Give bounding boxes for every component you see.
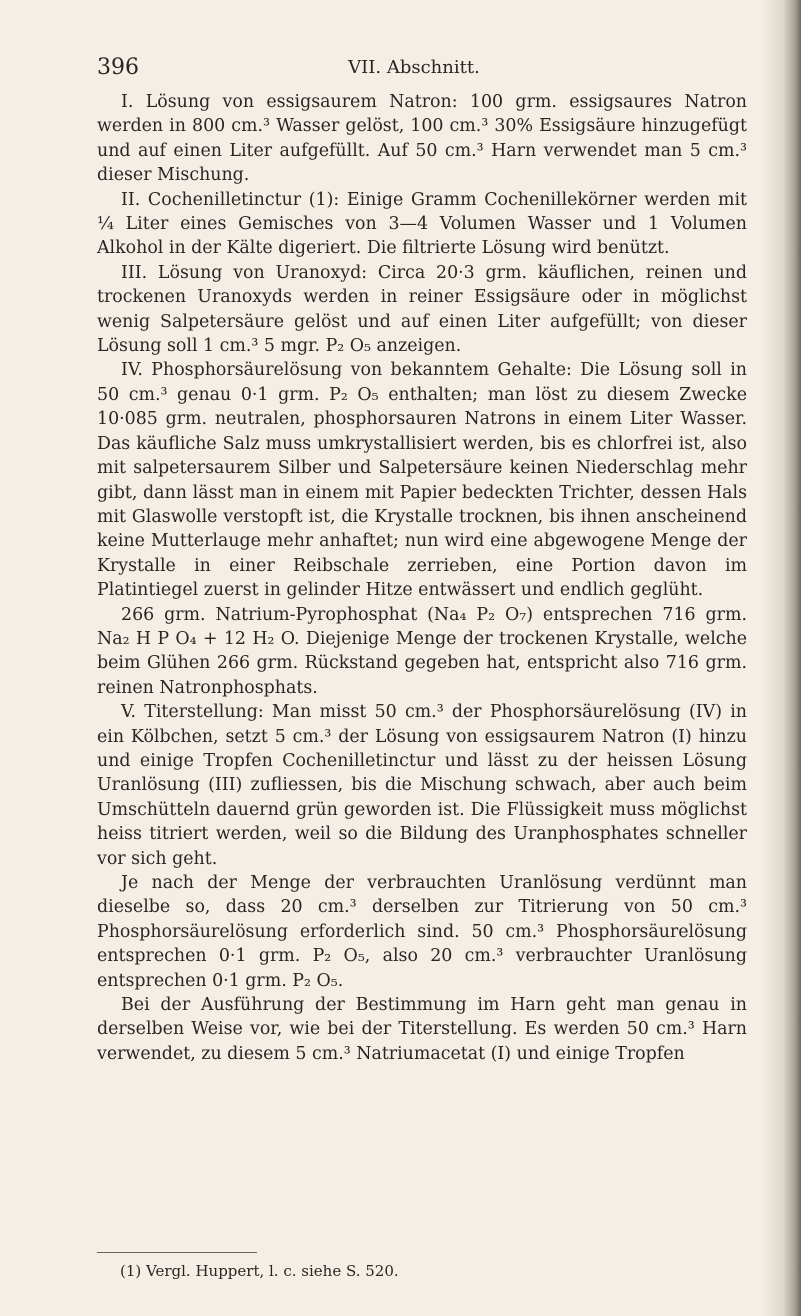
page-number: 396	[97, 55, 139, 80]
page-header	[97, 55, 731, 85]
paragraph-titer-setting: V. Titerstellung: Man misst 50 cm.³ der Phosphorsäurelösung (IV) in ein Kölbchen, setzt 5 cm.³ der Lösung von essigsaurem Natron (I) hinzu und einige Tropfen Cochenilletinctur und lässt zu der heissen Lösung Uranlösung (III) zufliessen, bis die Mischung schwach, aber auch beim Umschütteln dauernd grün geworden ist. Die Flüssigkeit muss möglichst heiss titriert werden, weil so die Bildung des Uranphosphates schneller vor sich geht.	[97, 702, 747, 869]
paragraph-urine-determination: Bei der Ausführung der Bestimmung im Harn geht man genau in derselben Weise vor, wie bei der Titerstellung. Es werden 50 cm.³ Harn verwendet, zu diesem 5 cm.³ Natriumacetat (I) und einige Tropfen	[97, 995, 747, 1064]
page-edge-shadow	[761, 0, 801, 1316]
paragraph-solution-1: I. Lösung von essigsaurem Natron: 100 grm. essigsaures Natron werden in 800 cm.³ Wasser gelöst, 100 cm.³ 30% Essigsäure hinzugefügt und auf einen Liter aufgefüllt. Auf 50 cm.³ Harn verwendet man 5 cm.³ dieser Mischung.	[97, 92, 747, 186]
body-text	[97, 90, 747, 1066]
footnote-divider	[97, 1252, 257, 1253]
running-title: VII. Abschnitt.	[348, 57, 480, 78]
paragraph-cochineal-tincture: II. Cochenilletinctur (1): Einige Gramm Cochenillekörner werden mit ¼ Liter eines Gemisches von 3—4 Volumen Wasser und 1 Volumen Alkohol in der Kälte digeriert. Die filtrierte Lösung wird benützt.	[97, 189, 747, 259]
footnote: (1) Vergl. Huppert, l. c. siehe S. 520.	[120, 1262, 399, 1280]
paragraph-dilution: Je nach der Menge der verbrauchten Uranlösung verdünnt man dieselbe so, dass 20 cm.³ derselben zur Titrierung von 50 cm.³ Phosphorsäurelösung erforderlich sind. 50 cm.³ Phosphorsäurelösung entsprechen 0·1 grm. P₂ O₅, also 20 cm.³ verbrauchter Uranlösung entsprechen 0·1 grm. P₂ O₅.	[97, 873, 747, 991]
paragraph-pyrophosphate: 266 grm. Natrium-Pyrophosphat (Na₄ P₂ O₇) entsprechen 716 grm. Na₂ H P O₄ + 12 H₂ O. Diejenige Menge der trockenen Krystalle, welche beim Glühen 266 grm. Rückstand gegeben hat, entspricht also 716 grm. reinen Natronphosphats.	[97, 604, 747, 698]
paragraph-phosphoric-acid-solution: IV. Phosphorsäurelösung von bekanntem Gehalte: Die Lösung soll in 50 cm.³ genau 0·1 grm. P₂ O₅ enthalten; man löst zu diesem Zwecke 10·085 grm. neutralen, phosphorsauren Natrons in einem Liter Wasser. Das käufliche Salz muss umkrystallisiert werden, bis es chlorfrei ist, also mit salpetersaurem Silber und Salpetersäure keinen Niederschlag mehr gibt, dann lässt man in einem mit Papier bedeckten Trichter, dessen Hals mit Glaswolle verstopft ist, die Krystalle trocknen, bis ihnen anscheinend keine Mutterlauge mehr anhaftet; nun wird eine abgewogene Menge der Krystalle in einer Reibschale zerrieben, eine Portion davon im Platintiegel zuerst in gelinder Hitze entwässert und endlich geglüht.	[97, 360, 747, 601]
paragraph-uranium-oxide-solution: III. Lösung von Uranoxyd: Circa 20·3 grm. käuflichen, reinen und trockenen Uranoxyds werden in reiner Essigsäure oder in möglichst wenig Salpetersäure gelöst und auf einen Liter aufgefüllt; von dieser Lösung soll 1 cm.³ 5 mgr. P₂ O₅ anzeigen.	[97, 262, 747, 357]
